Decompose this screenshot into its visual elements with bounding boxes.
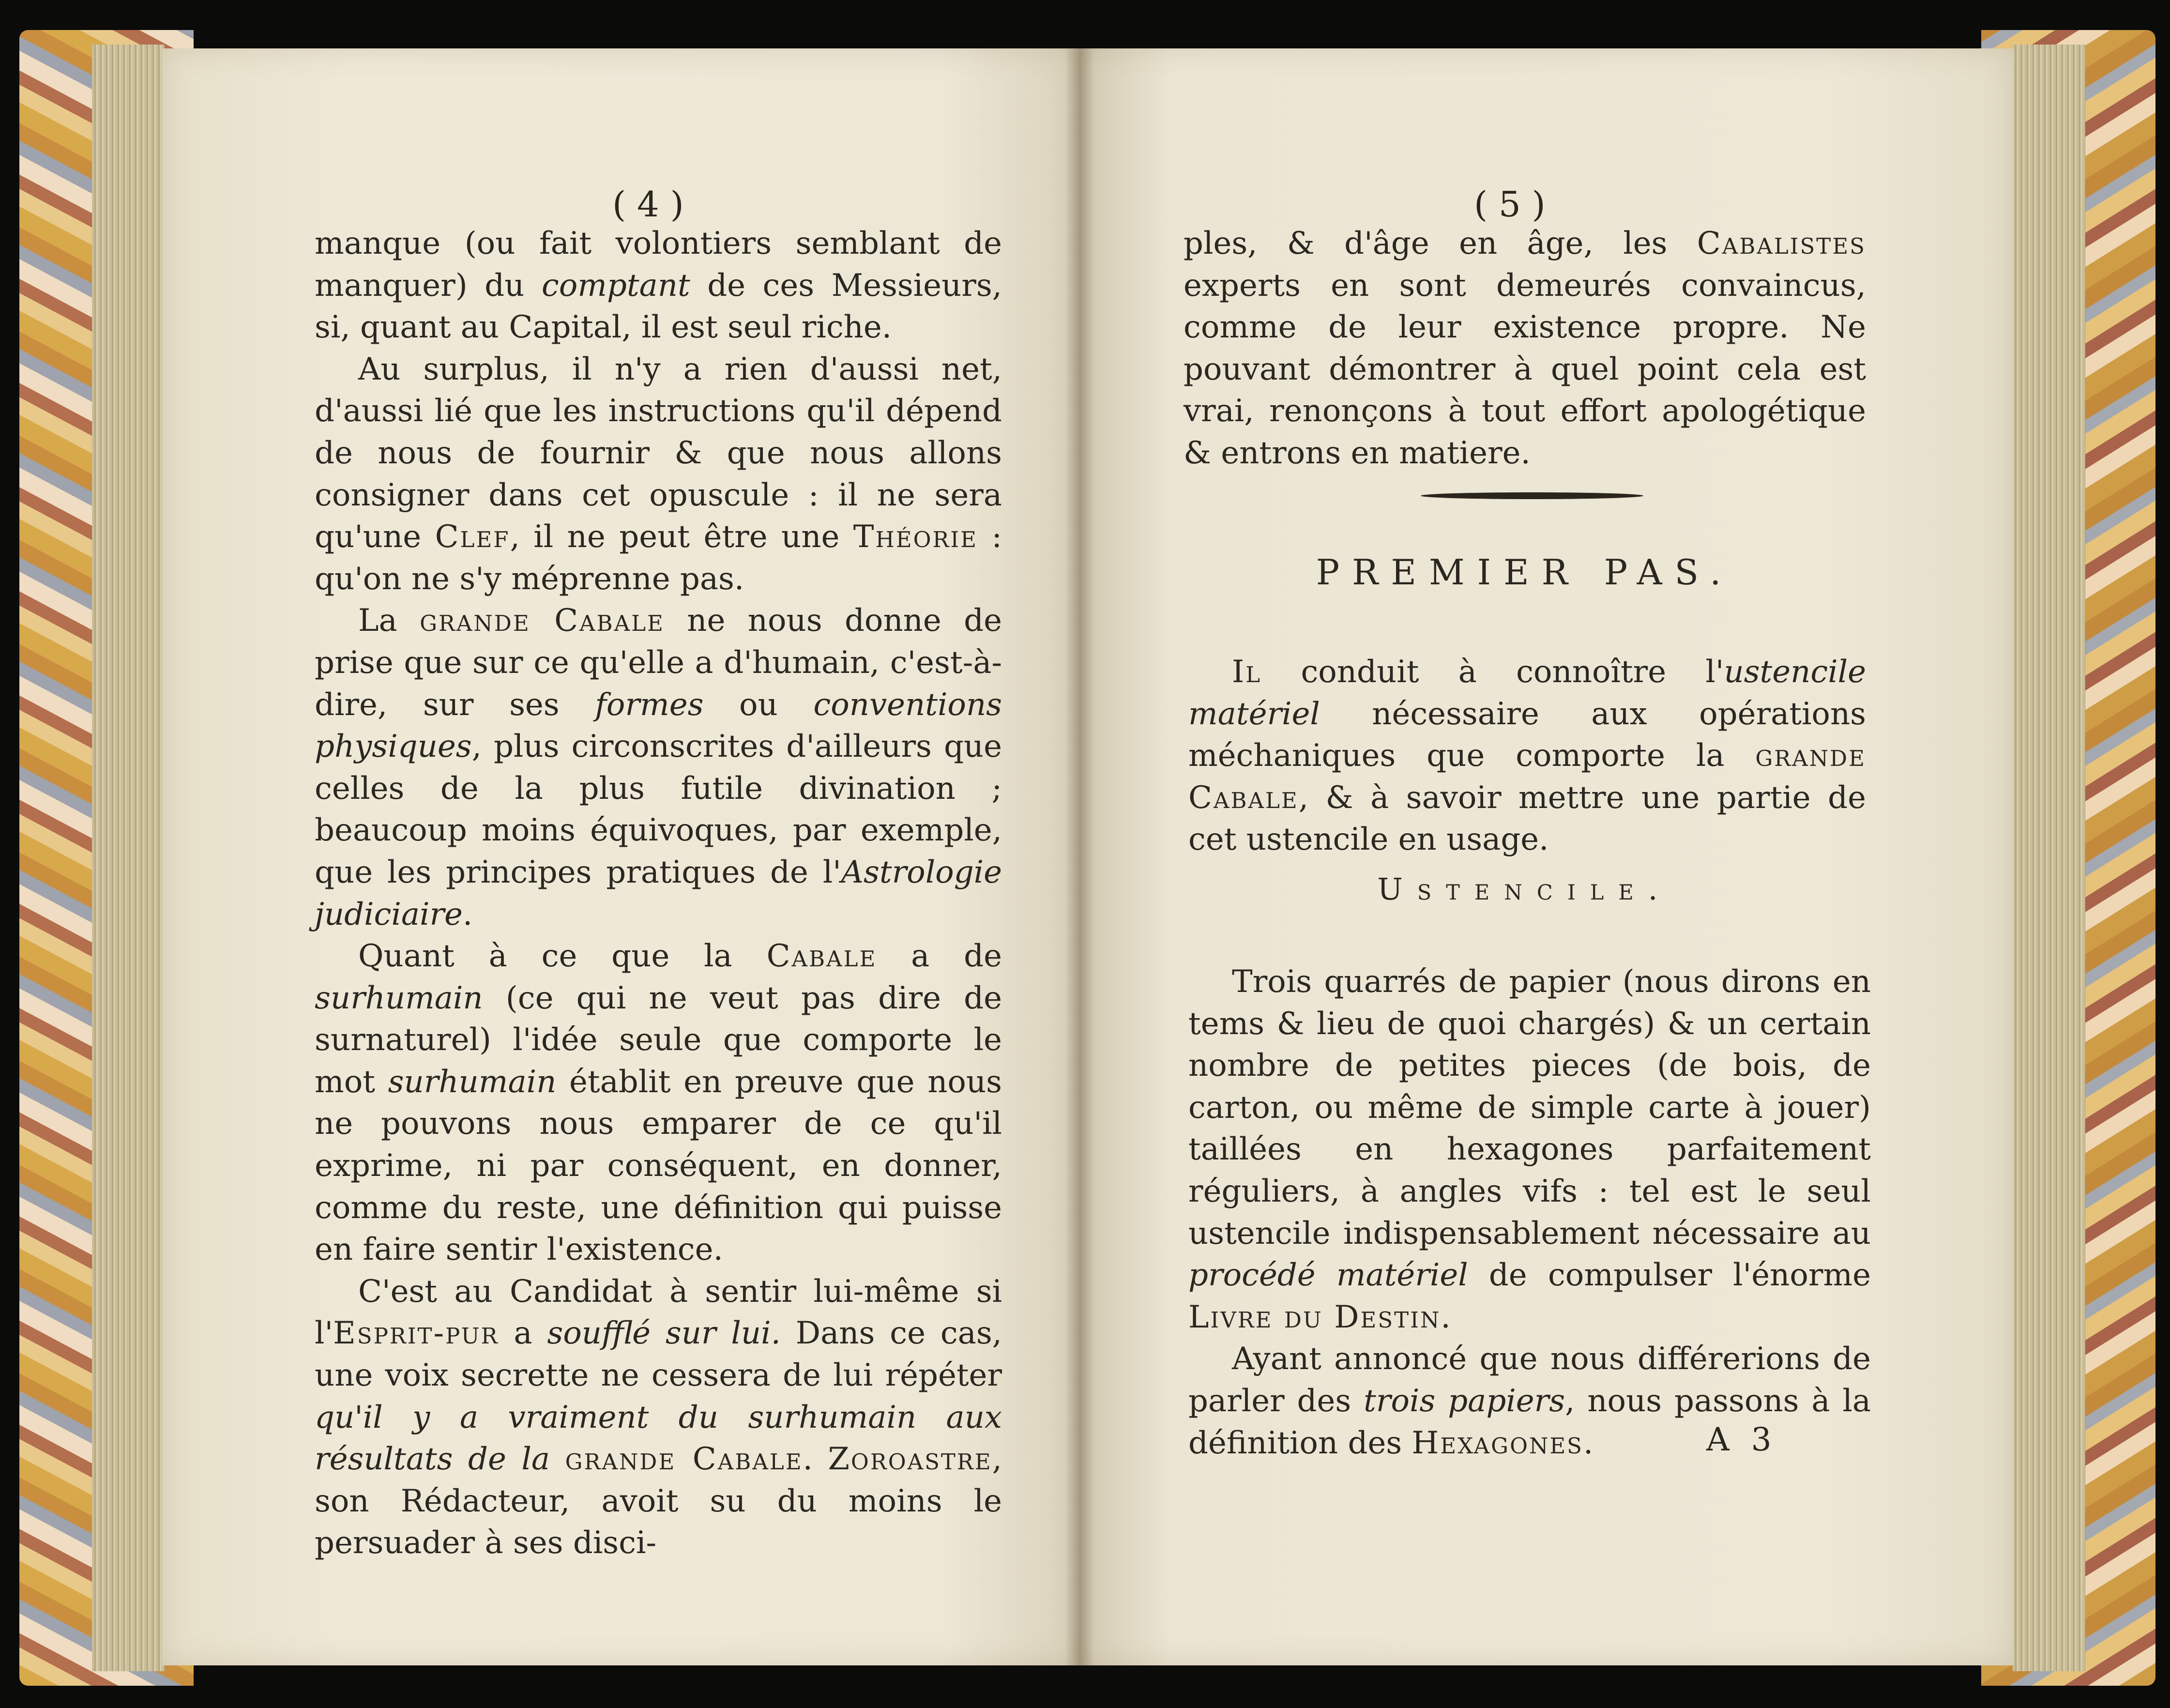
text-run: ne nous donne de prise que sur ce qu'elle a d'humain, c'est-à-dire, sur ses [315,603,1002,723]
italic-run: soufflé sur lui. [547,1315,781,1352]
page-edges-right [2013,45,2085,1671]
ornamental-rule [1421,492,1643,499]
text-run: C'est au Candidat à sentir lui-même si l' [315,1273,1002,1352]
text-run: . [803,1441,828,1478]
italic-run: Astrologie judiciaire [315,854,1002,932]
text-run [550,1441,565,1477]
text-run: Trois quarrés de papier (nous dirons en tems & lieu de quoi chargés) & un certain nombre de petites pieces (de bois, de carton, ou même de simple carte à jouer) taillées en hexagones parfaitement réguliers, à angles vifs : tel est le seul ustencile indispensablement nécessaire au [1188,964,1871,1251]
left-paragraph-2 [315,349,1002,600]
text-run: ples, & d'âge en âge, les [1184,226,1697,261]
italic-run: conventions physiques [315,686,1002,765]
text-run: a [499,1315,547,1352]
text-run: , son Rédacteur, avoit su du moins le persuader à ses disci- [315,1441,1002,1561]
text-run: , nous passons à la définition des [1188,1383,1871,1461]
left-paragraph-4 [315,935,1002,1271]
heading-premier-pas: PREMIER PAS. [1316,552,1734,593]
left-paragraph-1 [315,223,1002,349]
smallcaps-run: Cabale [766,938,877,975]
smallcaps-run: Théorie [853,519,978,555]
text-run: La [358,603,420,639]
text-run: , & à savoir mettre une partie de cet ustencile en usage. [1188,779,1866,858]
italic-run: procédé matériel [1188,1257,1468,1294]
left-paragraph-3 [315,600,1002,935]
italic-run: surhumain [315,980,483,1016]
text-run: . [1441,1299,1451,1335]
right-paragraph-2 [1188,651,1866,861]
smallcaps-run: Hexagones [1411,1425,1584,1461]
text-run: de ces Messieurs, si, quant au Capital, il est seul riche. [315,267,1002,346]
page-edges-left [92,45,165,1671]
text-run: . [462,896,473,932]
italic-run: ustencile matériel [1188,654,1866,732]
right-page-text-top [1184,223,1866,474]
italic-run: qu'il y a vraiment du surhumain aux résultats de la [315,1399,1002,1478]
text-run: ou [703,686,814,723]
left-paragraph-5 [315,1271,1002,1564]
heading-ustencile: Ustencile. [1377,871,1672,907]
smallcaps-run: grande Cabale [565,1441,803,1478]
italic-run: comptant [541,267,690,304]
text-run: , plus circonscrites d'ailleurs que celles de la plus futile divination ; beaucoup moins équivoques, par exemple, que les principes pratiques de l' [315,729,1002,890]
text-run: : qu'on ne s'y méprenne pas. [315,519,1002,597]
page-number-right: ( 5 ) [1474,184,1546,225]
text-run: (ce qui ne veut pas dire de surnaturel) l'idée seule que comporte le mot [315,980,1002,1100]
text-run: . [1583,1425,1593,1461]
text-run: a de [877,938,1002,975]
text-run: , il ne peut être une [510,519,853,555]
left-page-text [315,223,1002,1564]
right-paragraph-3 [1188,961,1871,1338]
text-run: Quant à ce que la [358,938,767,975]
right-paragraphs-lower [1188,961,1871,1464]
smallcaps-run: Esprit-pur [333,1315,499,1352]
smallcaps-run: Il [1232,654,1262,690]
smallcaps-run: Cabalistes [1697,226,1866,261]
smallcaps-run: Livre du Destin [1188,1299,1441,1335]
text-run: experts en sont demeurés convaincus, comme de leur existence propre. Ne pouvant démontrer à quel point cela est vrai, renonçons à tout effort apologétique & entrons en matiere. [1184,267,1866,471]
italic-run: trois papiers [1364,1383,1565,1419]
text-run: nécessaire aux opérations méchaniques que comporte la [1188,696,1866,774]
italic-run: formes [595,686,704,723]
signature-mark: A 3 [1706,1421,1777,1458]
smallcaps-run: grande Cabale [420,603,665,639]
book-gutter [1065,48,1094,1665]
text-run: établit en preuve que nous ne pouvons nous emparer de ce qu'il exprime, ni par conséquent, en donner, comme du reste, une définition qui puisse en faire sentir l'existence. [315,1064,1002,1268]
text-run: de compulser l'énorme [1468,1257,1871,1294]
smallcaps-run: grande Cabale [1188,738,1866,816]
smallcaps-run: Clef [435,519,510,555]
text-run: Au surplus, il n'y a rien d'aussi net, d'aussi lié que les instructions qu'il dépend de nous de fournir & que nous allons consigner dans cet opuscule : il ne sera qu'une [315,351,1002,555]
text-run: Ayant annoncé que nous différerions de parler des [1188,1341,1871,1419]
italic-run: surhumain [388,1064,557,1100]
text-run: manque (ou fait volontiers semblant de manquer) du [315,226,1002,304]
text-run: conduit à connoître l' [1261,654,1724,690]
smallcaps-run: Zoroastre [828,1441,992,1478]
page-number-left: ( 4 ) [612,184,684,225]
right-paragraph-1 [1184,223,1866,474]
text-run: Dans ce cas, une voix secrette ne cessera de lui répéter [315,1315,1002,1394]
